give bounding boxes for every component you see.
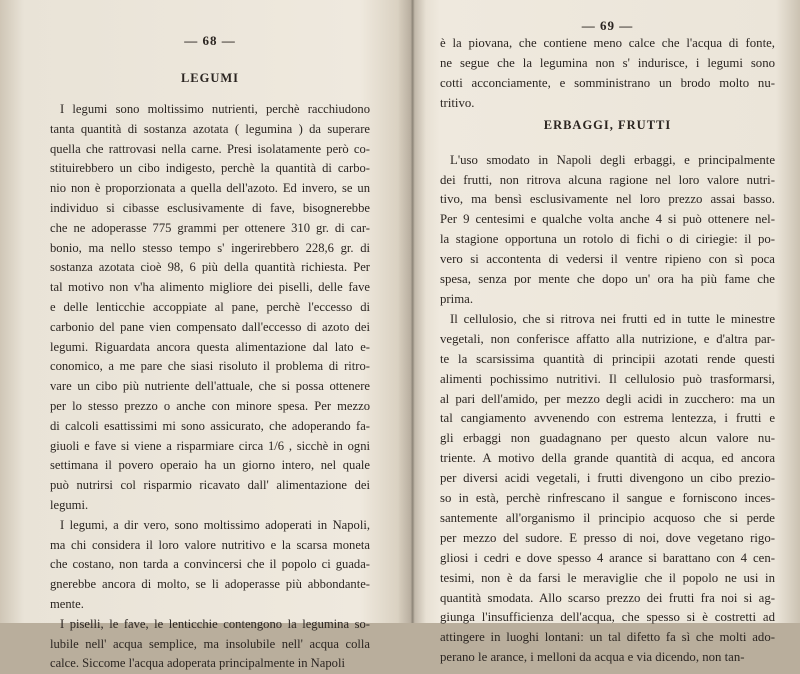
text-line: per lo stesso prezzo o anche con minore spesa. Per mezzo (50, 398, 370, 413)
text-line: lubile nell' acqua semplice, ma insolubile nell' acqua colla (50, 636, 370, 651)
text-line: legumi. Riguardata ancora questa alimentazione dal lato e- (50, 339, 370, 354)
text-line: legumi. (50, 497, 89, 512)
text-line: te la scarsissima quantità di principii azotati rende questi (440, 351, 775, 366)
page-body (50, 100, 370, 674)
page-number: — 69 — (581, 18, 634, 33)
text-line: che costano, non tarda a convincersi che il popolo ci guada- (50, 557, 370, 572)
text-line: alimenti pochissimo nutritivi. Il cellulosio può trasformarsi, (440, 371, 775, 386)
text-line: santemente all'organismo il principio acquoso che si perde (440, 510, 775, 525)
text-line: vero si accontenta di vedersi il ventre ripieno con sì poca (440, 252, 775, 267)
text-line: giuoli e fave si viene a risparmiare circa 1/6 , sicchè in ogni (50, 438, 370, 453)
text-line: nio non è proporzionata a quella dell'azoto. Ed invero, se un (50, 181, 370, 196)
continued-text (440, 34, 775, 114)
section-heading: LEGUMI (180, 71, 240, 85)
text-line: perano le arance, i melloni da acqua e via dicendo, non tan- (440, 650, 745, 665)
text-line: stituirebbero un cibo indigesto, perchè la quantità di carbo- (50, 161, 370, 176)
text-line: tanta quantità di sostanza azotata ( legumina ) da superare (50, 121, 370, 136)
text-line: può nutrirsi col risparmio ricavato dall' alimentazione dei (50, 478, 370, 493)
text-line: quella che rattrovasi nella carne. Presi isolatamente però co- (50, 141, 370, 156)
page-number: — 68 — (184, 33, 236, 48)
text-line: di calcoli esattissimi mi sono assicurato, che adoperando fa- (50, 418, 370, 433)
text-line: per mezzo del sudore. E presso di noi, dove vegetano rigo- (440, 530, 775, 545)
text-line: la stagione opportuna un rotolo di fichi o di ciriegie: il po- (440, 232, 775, 247)
right-page (440, 0, 775, 665)
text-line: tritivo. (440, 95, 475, 110)
text-line: quantità smodata. Allo scarso prezzo dei frutti fra noi si ag- (440, 590, 775, 605)
text-line: triente. A motivo della grande quantità di acqua, ed ancora (440, 451, 775, 466)
text-line: spesa, senza por mente che dopo un' ora ha più fame che (440, 272, 775, 287)
text-line: è la piovana, che contiene meno calce che l'acqua di fonte, (440, 36, 775, 50)
text-line: so in està, perchè rinfrescano il sangue e forniscono inces- (440, 491, 775, 506)
text-line: vegetali, non conferisce affatto alla nutrizione, e d'altra par- (440, 331, 775, 346)
text-line: gnerebbe ancora di molto, se li adoperasse più abbondante- (50, 577, 370, 592)
text-line: carbonio del pane vien compensato dall'eccesso di azoto dei (50, 319, 370, 334)
paragraph (440, 151, 775, 310)
text-line: e delle lenticchie accoppiate al pane, perchè l'eccesso di (50, 299, 370, 314)
text-line: per diversi acidi vegetali, i frutti divengono un cibo prezio- (440, 471, 775, 486)
text-line: attingere in luoghi lontani: un tal difetto fa sì che molti ado- (440, 630, 775, 645)
text-line: individuo si cibasse esclusivamente di fave, bisognerebbe (50, 200, 370, 215)
text-line: mente. (50, 596, 84, 611)
text-line: cotti acconciamente, e somministrano un brodo molto nu- (440, 75, 775, 90)
text-line: I legumi, a dir vero, sono moltissimo adoperati in Napoli, (60, 517, 370, 532)
paragraph (50, 100, 370, 516)
text-line: Il cellulosio, che si ritrova nei frutti ed in tutte le minestre (450, 311, 775, 326)
text-line: prima. (440, 291, 474, 306)
text-line: settimana il povero operaio ha un giorno intero, nel quale (50, 458, 370, 473)
text-line: ma chi considera il loro valore nutritivo e la scarsa moneta (50, 537, 370, 552)
text-line: che ne adoperasse 775 grammi per ottenere 310 gr. di car- (50, 220, 370, 235)
text-line: ne segue che la legumina non s' indurisce, i legumi sono (440, 55, 775, 70)
text-line: L'uso smodato in Napoli degli erbaggi, e principalmente (450, 152, 775, 167)
paragraph (50, 516, 370, 615)
section-heading: ERBAGGI, FRUTTI (543, 117, 672, 132)
paragraph (440, 310, 775, 668)
text-line: sostanza azotata cioè 98, 6 più della quantità richiesta. Per (50, 260, 370, 275)
page-body (440, 151, 775, 669)
text-line: Per 9 centesimi e qualche volta anche 4 si può ottenere nel- (440, 212, 775, 227)
paragraph (50, 615, 370, 674)
text-line: I piselli, le fave, le lenticchie contengono la legumina so- (60, 616, 370, 631)
text-line: tal motivo non v'ha alimento migliore dei piselli, delle fave (50, 280, 370, 295)
text-line: dei frutti, non ritrova alcuna ragione nel loro valore nutri- (440, 172, 775, 187)
text-line: al pari dell'amido, per mezzo degli acidi in zucchero: ma un (440, 391, 775, 406)
text-line: calce. Siccome l'acqua adoperata principalmente in Napoli (50, 656, 345, 671)
text-line: giunga l'insufficienza dell'acqua, che spesso si è costretti ad (440, 610, 775, 625)
text-line: vare un cibo più nutriente dell'attuale, che si possa ottenere (50, 379, 370, 394)
text-line: gliosi i cedri e dove spesso 4 arance si barattano con 4 cen- (440, 550, 775, 565)
text-line: tivo, ma bensì esclusivamente nel loro prezzo assai basso. (440, 192, 775, 207)
text-line: tal cangiamento avvenendo con estrema lentezza, i frutti e (440, 411, 775, 426)
text-line: gli erbaggi non guadagnano per questo alcun valore nu- (440, 431, 775, 446)
left-page (50, 0, 370, 671)
text-line: conomico, a me pare che siasi risoluto il problema di ritro- (50, 359, 370, 374)
book-gutter (398, 0, 426, 623)
text-line: bonio, ma nello stesso tempo s' ingerirebbero 228,6 gr. di (50, 240, 370, 255)
text-line: I legumi sono moltissimo nutrienti, perchè racchiudono (60, 102, 370, 116)
text-line: tesimi, non è da farsi le meraviglie che il popolo ne usi in (440, 570, 775, 585)
